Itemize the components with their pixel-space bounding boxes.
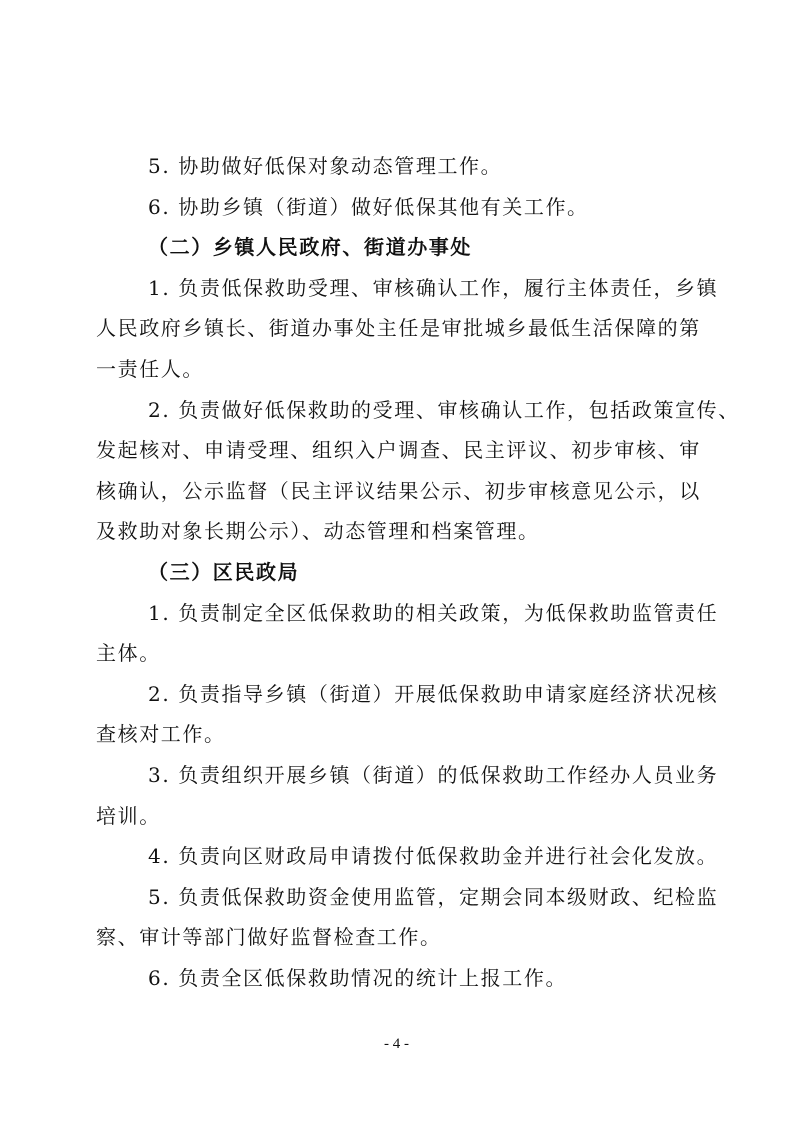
- paragraph-township-1-line-2: 人民政府乡镇长、街道办事处主任是审批城乡最低生活保障的第: [96, 316, 701, 340]
- paragraph-district-3-line-2: 培训。: [96, 804, 161, 828]
- paragraph-district-5-line-2: 察、审计等部门做好监督检查工作。: [96, 925, 442, 949]
- page-number: - 4 -: [384, 1036, 409, 1052]
- paragraph-district-4: 4. 负责向区财政局申请拨付低保救助金并进行社会化发放。: [148, 844, 719, 868]
- section-heading-district-civil-affairs: （三）区民政局: [148, 560, 300, 584]
- paragraph-township-2-line-4: 及救助对象长期公示）、动态管理和档案管理。: [96, 519, 540, 543]
- section-heading-township-government: （二）乡镇人民政府、街道办事处: [148, 235, 472, 259]
- paragraph-district-3-line-1: 3. 负责组织开展乡镇（街道）的低保救助工作经办人员业务: [148, 763, 719, 787]
- paragraph-district-6: 6. 负责全区低保救助情况的统计上报工作。: [148, 966, 568, 990]
- item-6-coordinate-other-work: 6. 协助乡镇（街道）做好低保其他有关工作。: [148, 195, 589, 219]
- paragraph-district-1-line-1: 1. 负责制定全区低保救助的相关政策，为低保救助监管责任: [148, 601, 719, 625]
- paragraph-district-2-line-1: 2. 负责指导乡镇（街道）开展低保救助申请家庭经济状况核: [148, 682, 719, 706]
- paragraph-township-1-line-1: 1. 负责低保救助受理、审核确认工作，履行主体责任，乡镇: [148, 276, 719, 300]
- paragraph-district-2-line-2: 查核对工作。: [96, 722, 226, 746]
- paragraph-district-5-line-1: 5. 负责低保救助资金使用监管，定期会同本级财政、纪检监: [148, 885, 719, 909]
- paragraph-township-2-line-1: 2. 负责做好低保救助的受理、审核确认工作，包括政策宣传、: [148, 398, 740, 422]
- paragraph-township-1-line-3: 一责任人。: [96, 357, 204, 381]
- paragraph-township-2-line-2: 发起核对、申请受理、组织入户调查、民主评议、初步审核、审: [96, 438, 701, 462]
- paragraph-district-1-line-2: 主体。: [96, 641, 161, 665]
- item-5-coordinate-dynamic-management: 5. 协助做好低保对象动态管理工作。: [148, 154, 503, 178]
- paragraph-township-2-line-3: 核确认，公示监督（民主评议结果公示、初步审核意见公示，以: [96, 479, 701, 503]
